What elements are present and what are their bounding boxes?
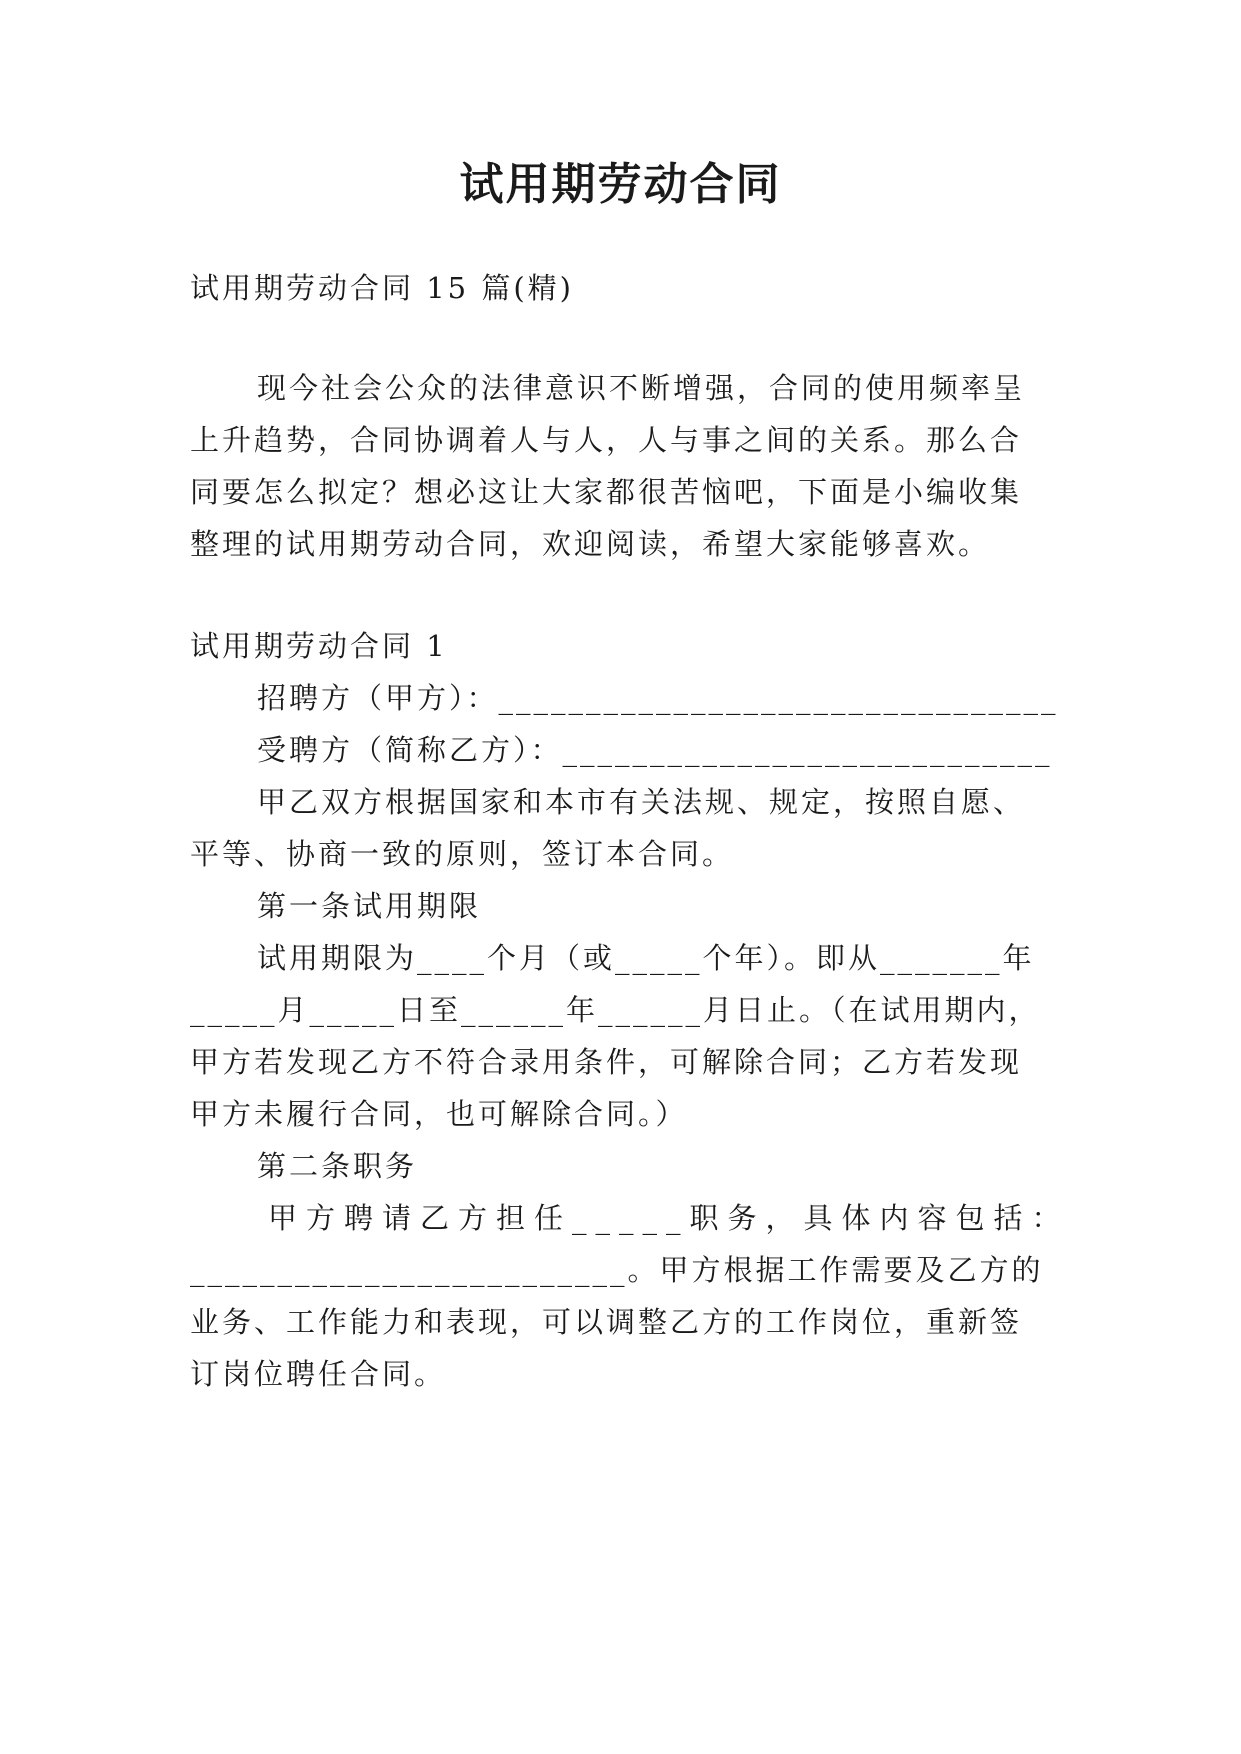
article2-line: 甲方聘请乙方担任_____职务，具体内容包括：: [268, 1201, 1070, 1235]
employee-field: 受聘方（简称乙方）：____________________________: [257, 733, 1053, 767]
intro-line: 同要怎么拟定？想必这让大家都很苦恼吧，下面是小编收集: [190, 475, 1023, 509]
article2-line: 业务、工作能力和表现，可以调整乙方的工作岗位，重新签: [190, 1305, 1023, 1339]
article2-line: 订岗位聘任合同。: [190, 1357, 447, 1391]
intro-line: 上升趋势，合同协调着人与人，人与事之间的关系。那么合: [190, 423, 1023, 457]
section-heading: 试用期劳动合同 1: [190, 629, 448, 663]
article1-line: _____月_____日至______年______月日止。（在试用期内，: [190, 993, 1041, 1027]
article2-line: _________________________。甲方根据工作需要及乙方的: [190, 1253, 1044, 1287]
employer-field: 招聘方（甲方）：________________________________: [257, 681, 1059, 715]
intro-line: 现今社会公众的法律意识不断增强，合同的使用频率呈: [257, 371, 1026, 405]
article2-heading: 第二条职务: [257, 1149, 418, 1183]
article1-line: 试用期限为____个月（或_____个年）。即从_______年: [257, 941, 1035, 975]
article1-line: 甲方若发现乙方不符合录用条件，可解除合同；乙方若发现: [190, 1045, 1023, 1079]
preamble-line: 平等、协商一致的原则，签订本合同。: [190, 837, 735, 871]
article1-heading: 第一条试用期限: [257, 889, 482, 923]
document-subtitle: 试用期劳动合同 15 篇(精): [190, 271, 574, 305]
article1-line: 甲方未履行合同，也可解除合同。）: [190, 1097, 688, 1131]
intro-line: 整理的试用期劳动合同，欢迎阅读，希望大家能够喜欢。: [190, 527, 991, 561]
document-title: 试用期劳动合同: [459, 159, 782, 210]
preamble-line: 甲乙双方根据国家和本市有关法规、规定，按照自愿、: [257, 785, 1026, 819]
